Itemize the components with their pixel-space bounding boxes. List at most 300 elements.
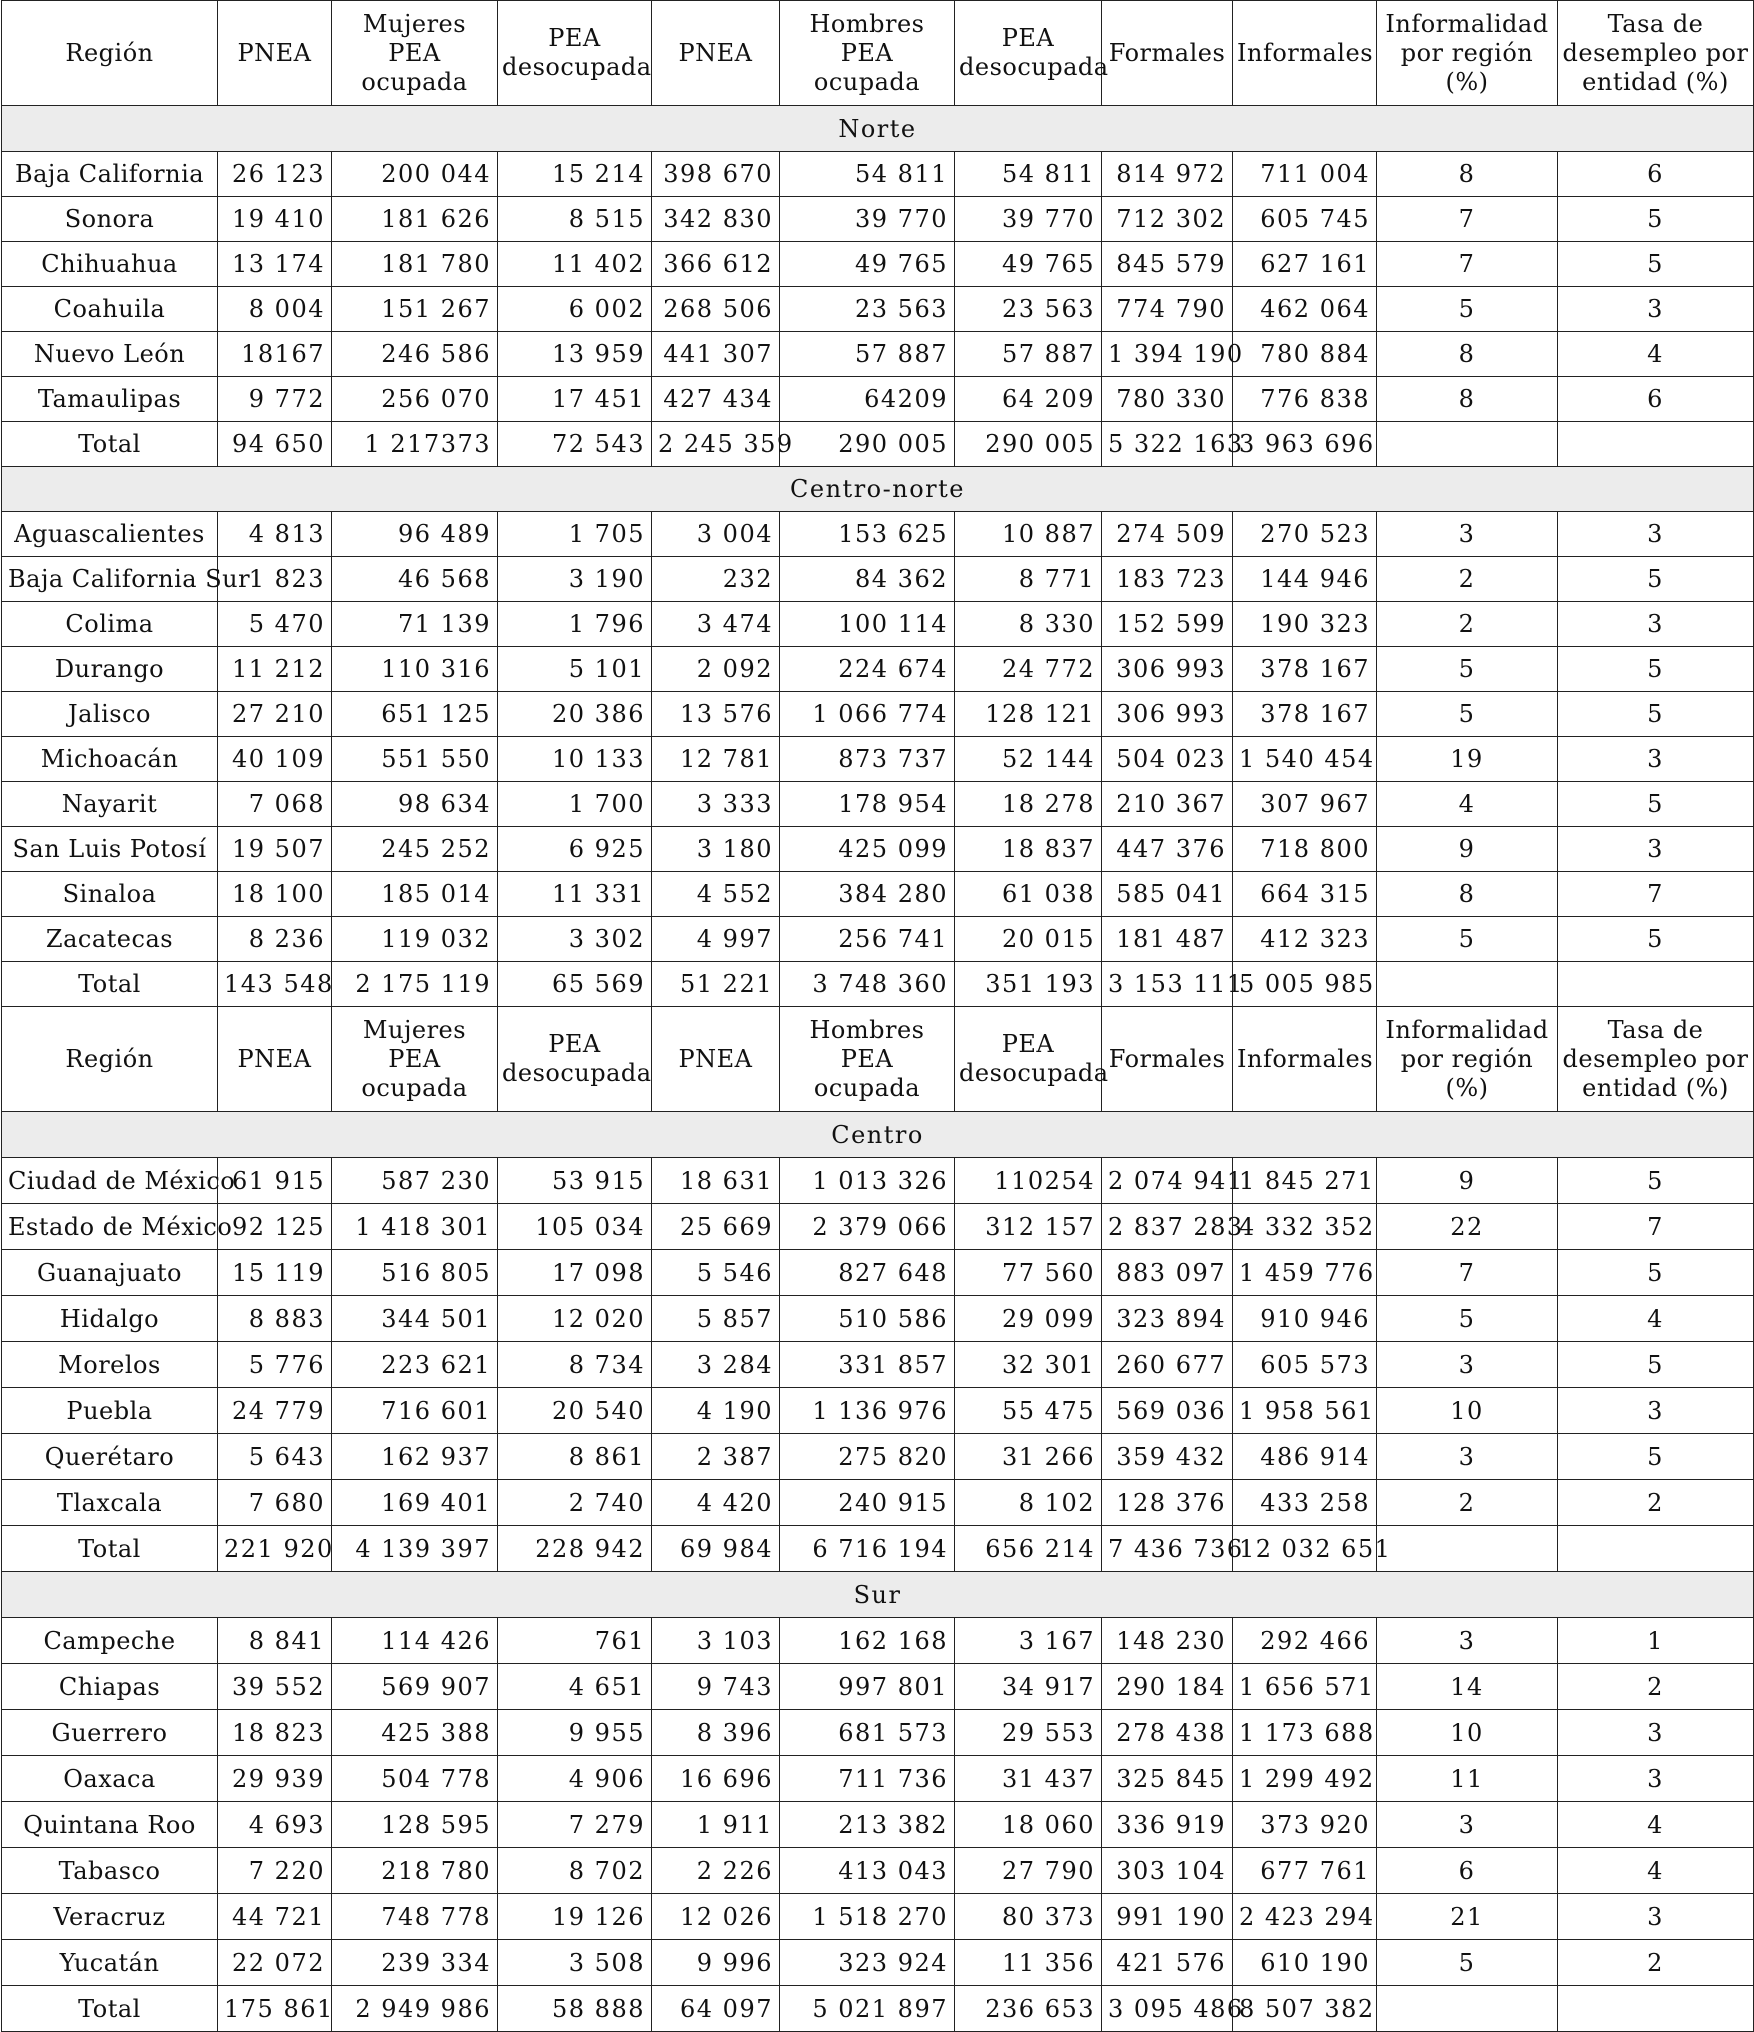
value-cell: 100 114 bbox=[780, 602, 955, 647]
value-cell: 290 005 bbox=[780, 422, 955, 467]
value-cell: 25 669 bbox=[652, 1204, 780, 1250]
state-name-cell: Chiapas bbox=[2, 1664, 218, 1710]
value-cell: 20 015 bbox=[955, 917, 1102, 962]
value-cell: 569 036 bbox=[1102, 1388, 1233, 1434]
value-cell: 268 506 bbox=[652, 287, 780, 332]
value-cell: 2 423 294 bbox=[1233, 1894, 1377, 1940]
value-cell: 2 bbox=[1377, 1480, 1558, 1526]
value-cell: 11 402 bbox=[498, 242, 652, 287]
value-cell: 200 044 bbox=[332, 152, 498, 197]
value-cell: 681 573 bbox=[780, 1710, 955, 1756]
value-cell: 5 bbox=[1558, 242, 1754, 287]
value-cell: 13 576 bbox=[652, 692, 780, 737]
value-cell: 991 190 bbox=[1102, 1894, 1233, 1940]
value-cell: 1 299 492 bbox=[1233, 1756, 1377, 1802]
value-cell: 11 331 bbox=[498, 872, 652, 917]
value-cell: 3 bbox=[1558, 512, 1754, 557]
value-cell: 7 279 bbox=[498, 1802, 652, 1848]
value-cell: 5 021 897 bbox=[780, 1986, 955, 2032]
value-cell: 712 302 bbox=[1102, 197, 1233, 242]
header-cell: PEA desocupada bbox=[498, 1007, 652, 1112]
value-cell: 5 bbox=[1377, 1296, 1558, 1342]
value-cell: 21 bbox=[1377, 1894, 1558, 1940]
state-name-cell: Tlaxcala bbox=[2, 1480, 218, 1526]
value-cell: 5 bbox=[1558, 197, 1754, 242]
table-row bbox=[2, 1618, 1754, 1664]
value-cell: 2 bbox=[1377, 557, 1558, 602]
value-cell: 18 278 bbox=[955, 782, 1102, 827]
value-cell: 3 bbox=[1558, 1388, 1754, 1434]
value-cell: 10 bbox=[1377, 1710, 1558, 1756]
value-cell: 711 736 bbox=[780, 1756, 955, 1802]
value-cell: 24 779 bbox=[218, 1388, 332, 1434]
value-cell: 425 099 bbox=[780, 827, 955, 872]
value-cell: 98 634 bbox=[332, 782, 498, 827]
value-cell: 425 388 bbox=[332, 1710, 498, 1756]
value-cell: 516 805 bbox=[332, 1250, 498, 1296]
value-cell: 256 741 bbox=[780, 917, 955, 962]
state-name-cell: Total bbox=[2, 962, 218, 1007]
value-cell: 19 bbox=[1377, 737, 1558, 782]
table-row bbox=[2, 242, 1754, 287]
value-cell: 366 612 bbox=[652, 242, 780, 287]
state-name-cell: Morelos bbox=[2, 1342, 218, 1388]
header-cell: Tasa de desempleo por entidad (%) bbox=[1558, 1007, 1754, 1112]
value-cell: 278 438 bbox=[1102, 1710, 1233, 1756]
value-cell: 7 bbox=[1377, 242, 1558, 287]
value-cell: 29 099 bbox=[955, 1296, 1102, 1342]
value-cell: 12 032 651 bbox=[1233, 1526, 1377, 1572]
value-cell: 10 133 bbox=[498, 737, 652, 782]
table-row bbox=[2, 1848, 1754, 1894]
header-cell: Hombres PEA ocupada bbox=[780, 1007, 955, 1112]
value-cell: 18 823 bbox=[218, 1710, 332, 1756]
value-cell: 486 914 bbox=[1233, 1434, 1377, 1480]
value-cell: 31 266 bbox=[955, 1434, 1102, 1480]
value-cell: 9 bbox=[1377, 827, 1558, 872]
value-cell: 5 bbox=[1377, 1940, 1558, 1986]
value-cell: 65 569 bbox=[498, 962, 652, 1007]
value-cell: 8 841 bbox=[218, 1618, 332, 1664]
header-cell: Formales bbox=[1102, 1007, 1233, 1112]
state-name-cell: Jalisco bbox=[2, 692, 218, 737]
value-cell: 1 217373 bbox=[332, 422, 498, 467]
table-row bbox=[2, 692, 1754, 737]
value-cell: 19 507 bbox=[218, 827, 332, 872]
value-cell: 2 740 bbox=[498, 1480, 652, 1526]
value-cell: 292 466 bbox=[1233, 1618, 1377, 1664]
state-name-cell: Nayarit bbox=[2, 782, 218, 827]
value-cell: 8 771 bbox=[955, 557, 1102, 602]
value-cell: 92 125 bbox=[218, 1204, 332, 1250]
table-row bbox=[2, 377, 1754, 422]
table-row bbox=[2, 512, 1754, 557]
state-name-cell: Veracruz bbox=[2, 1894, 218, 1940]
state-name-cell: Chihuahua bbox=[2, 242, 218, 287]
value-cell: 27 210 bbox=[218, 692, 332, 737]
value-cell: 12 781 bbox=[652, 737, 780, 782]
table-row bbox=[2, 287, 1754, 332]
value-cell: 827 648 bbox=[780, 1250, 955, 1296]
value-cell: 504 778 bbox=[332, 1756, 498, 1802]
state-name-cell: Hidalgo bbox=[2, 1296, 218, 1342]
state-name-cell: Tamaulipas bbox=[2, 377, 218, 422]
value-cell: 228 942 bbox=[498, 1526, 652, 1572]
value-cell: 412 323 bbox=[1233, 917, 1377, 962]
value-cell: 3 bbox=[1377, 512, 1558, 557]
value-cell: 3 284 bbox=[652, 1342, 780, 1388]
value-cell: 24 772 bbox=[955, 647, 1102, 692]
value-cell: 5 bbox=[1558, 1342, 1754, 1388]
value-cell: 39 770 bbox=[955, 197, 1102, 242]
value-cell: 605 745 bbox=[1233, 197, 1377, 242]
value-cell: 718 800 bbox=[1233, 827, 1377, 872]
value-cell: 610 190 bbox=[1233, 1940, 1377, 1986]
value-cell: 413 043 bbox=[780, 1848, 955, 1894]
value-cell: 883 097 bbox=[1102, 1250, 1233, 1296]
state-name-cell: Oaxaca bbox=[2, 1756, 218, 1802]
table-row bbox=[2, 557, 1754, 602]
value-cell: 6 925 bbox=[498, 827, 652, 872]
value-cell: 151 267 bbox=[332, 287, 498, 332]
value-cell: 114 426 bbox=[332, 1618, 498, 1664]
value-cell: 7 220 bbox=[218, 1848, 332, 1894]
value-cell: 34 917 bbox=[955, 1664, 1102, 1710]
value-cell: 23 563 bbox=[780, 287, 955, 332]
value-cell: 54 811 bbox=[780, 152, 955, 197]
value-cell: 303 104 bbox=[1102, 1848, 1233, 1894]
value-cell: 7 bbox=[1377, 1250, 1558, 1296]
value-cell: 72 543 bbox=[498, 422, 652, 467]
value-cell: 3 508 bbox=[498, 1940, 652, 1986]
header-cell: PNEA bbox=[652, 1007, 780, 1112]
value-cell: 58 888 bbox=[498, 1986, 652, 2032]
value-cell: 5 322 163 bbox=[1102, 422, 1233, 467]
value-cell: 8 702 bbox=[498, 1848, 652, 1894]
value-cell: 462 064 bbox=[1233, 287, 1377, 332]
value-cell: 2 074 941 bbox=[1102, 1158, 1233, 1204]
value-cell: 71 139 bbox=[332, 602, 498, 647]
value-cell: 256 070 bbox=[332, 377, 498, 422]
value-cell: 64 209 bbox=[955, 377, 1102, 422]
value-cell: 1 bbox=[1558, 1618, 1754, 1664]
table-row bbox=[2, 602, 1754, 647]
table-row bbox=[2, 1296, 1754, 1342]
value-cell: 1 958 561 bbox=[1233, 1388, 1377, 1434]
value-cell: 378 167 bbox=[1233, 692, 1377, 737]
table-row bbox=[2, 827, 1754, 872]
value-cell: 351 193 bbox=[955, 962, 1102, 1007]
value-cell: 18 837 bbox=[955, 827, 1102, 872]
value-cell: 3 333 bbox=[652, 782, 780, 827]
value-cell: 5 bbox=[1558, 917, 1754, 962]
value-cell: 5 bbox=[1558, 1434, 1754, 1480]
value-cell: 323 894 bbox=[1102, 1296, 1233, 1342]
value-cell: 128 376 bbox=[1102, 1480, 1233, 1526]
value-cell: 3 bbox=[1558, 827, 1754, 872]
value-cell: 656 214 bbox=[955, 1526, 1102, 1572]
value-cell: 49 765 bbox=[780, 242, 955, 287]
table-row bbox=[2, 1940, 1754, 1986]
value-cell: 774 790 bbox=[1102, 287, 1233, 332]
header-cell: Mujeres PEA ocupada bbox=[332, 1, 498, 106]
header-cell: Informalidad por región (%) bbox=[1377, 1, 1558, 106]
value-cell: 239 334 bbox=[332, 1940, 498, 1986]
value-cell: 4 420 bbox=[652, 1480, 780, 1526]
value-cell: 153 625 bbox=[780, 512, 955, 557]
value-cell: 1 173 688 bbox=[1233, 1710, 1377, 1756]
value-cell: 3 748 360 bbox=[780, 962, 955, 1007]
value-cell: 845 579 bbox=[1102, 242, 1233, 287]
value-cell: 69 984 bbox=[652, 1526, 780, 1572]
value-cell: 814 972 bbox=[1102, 152, 1233, 197]
value-cell bbox=[1558, 1986, 1754, 2032]
state-name-cell: Sonora bbox=[2, 197, 218, 242]
value-cell: 4 552 bbox=[652, 872, 780, 917]
value-cell: 9 772 bbox=[218, 377, 332, 422]
value-cell: 32 301 bbox=[955, 1342, 1102, 1388]
table-row bbox=[2, 647, 1754, 692]
value-cell: 997 801 bbox=[780, 1664, 955, 1710]
value-cell: 96 489 bbox=[332, 512, 498, 557]
value-cell: 421 576 bbox=[1102, 1940, 1233, 1986]
value-cell: 232 bbox=[652, 557, 780, 602]
value-cell: 274 509 bbox=[1102, 512, 1233, 557]
value-cell: 4 139 397 bbox=[332, 1526, 498, 1572]
value-cell: 5 776 bbox=[218, 1342, 332, 1388]
total-row bbox=[2, 422, 1754, 467]
value-cell: 77 560 bbox=[955, 1250, 1102, 1296]
value-cell: 342 830 bbox=[652, 197, 780, 242]
value-cell: 221 920 bbox=[218, 1526, 332, 1572]
value-cell: 224 674 bbox=[780, 647, 955, 692]
value-cell: 26 123 bbox=[218, 152, 332, 197]
value-cell: 119 032 bbox=[332, 917, 498, 962]
total-row bbox=[2, 962, 1754, 1007]
value-cell: 5 bbox=[1377, 692, 1558, 737]
table-row bbox=[2, 1894, 1754, 1940]
value-cell: 15 119 bbox=[218, 1250, 332, 1296]
value-cell: 3 bbox=[1558, 1756, 1754, 1802]
state-name-cell: Total bbox=[2, 1986, 218, 2032]
value-cell: 3 bbox=[1377, 1434, 1558, 1480]
value-cell: 1 394 190 bbox=[1102, 332, 1233, 377]
value-cell: 46 568 bbox=[332, 557, 498, 602]
table-row bbox=[2, 872, 1754, 917]
value-cell: 49 765 bbox=[955, 242, 1102, 287]
value-cell: 7 068 bbox=[218, 782, 332, 827]
value-cell: 359 432 bbox=[1102, 1434, 1233, 1480]
value-cell: 398 670 bbox=[652, 152, 780, 197]
header-cell: PEA desocupada bbox=[955, 1007, 1102, 1112]
value-cell: 218 780 bbox=[332, 1848, 498, 1894]
value-cell: 7 bbox=[1558, 1204, 1754, 1250]
value-cell: 128 121 bbox=[955, 692, 1102, 737]
value-cell: 6 bbox=[1558, 377, 1754, 422]
value-cell: 7 bbox=[1558, 872, 1754, 917]
value-cell: 3 bbox=[1558, 1710, 1754, 1756]
state-name-cell: Nuevo León bbox=[2, 332, 218, 377]
state-name-cell: Quintana Roo bbox=[2, 1802, 218, 1848]
value-cell: 2 387 bbox=[652, 1434, 780, 1480]
state-name-cell: Sinaloa bbox=[2, 872, 218, 917]
value-cell: 3 095 486 bbox=[1102, 1986, 1233, 2032]
value-cell: 162 937 bbox=[332, 1434, 498, 1480]
value-cell: 61 915 bbox=[218, 1158, 332, 1204]
value-cell: 1 796 bbox=[498, 602, 652, 647]
value-cell: 183 723 bbox=[1102, 557, 1233, 602]
state-name-cell: Coahuila bbox=[2, 287, 218, 332]
value-cell: 433 258 bbox=[1233, 1480, 1377, 1526]
value-cell: 5 005 985 bbox=[1233, 962, 1377, 1007]
value-cell: 18 100 bbox=[218, 872, 332, 917]
table-row bbox=[2, 917, 1754, 962]
value-cell: 3 bbox=[1377, 1802, 1558, 1848]
value-cell: 10 887 bbox=[955, 512, 1102, 557]
value-cell: 110254 bbox=[955, 1158, 1102, 1204]
value-cell: 587 230 bbox=[332, 1158, 498, 1204]
value-cell: 9 955 bbox=[498, 1710, 652, 1756]
value-cell: 52 144 bbox=[955, 737, 1102, 782]
table-row bbox=[2, 1388, 1754, 1434]
value-cell: 8 bbox=[1377, 872, 1558, 917]
value-cell: 6 002 bbox=[498, 287, 652, 332]
value-cell: 10 bbox=[1377, 1388, 1558, 1434]
value-cell: 336 919 bbox=[1102, 1802, 1233, 1848]
state-name-cell: Total bbox=[2, 422, 218, 467]
value-cell: 3 bbox=[1558, 737, 1754, 782]
value-cell: 80 373 bbox=[955, 1894, 1102, 1940]
state-name-cell: Guanajuato bbox=[2, 1250, 218, 1296]
value-cell: 312 157 bbox=[955, 1204, 1102, 1250]
value-cell: 240 915 bbox=[780, 1480, 955, 1526]
value-cell: 105 034 bbox=[498, 1204, 652, 1250]
value-cell: 8 507 382 bbox=[1233, 1986, 1377, 2032]
value-cell: 441 307 bbox=[652, 332, 780, 377]
value-cell: 5 643 bbox=[218, 1434, 332, 1480]
value-cell: 9 996 bbox=[652, 1940, 780, 1986]
region-row-norte bbox=[2, 106, 1754, 152]
value-cell: 4 693 bbox=[218, 1802, 332, 1848]
value-cell: 94 650 bbox=[218, 422, 332, 467]
value-cell: 29 939 bbox=[218, 1756, 332, 1802]
state-name-cell: Yucatán bbox=[2, 1940, 218, 1986]
value-cell: 8 bbox=[1377, 332, 1558, 377]
value-cell: 1 823 bbox=[218, 557, 332, 602]
value-cell bbox=[1377, 1526, 1558, 1572]
value-cell: 3 180 bbox=[652, 827, 780, 872]
value-cell: 22 bbox=[1377, 1204, 1558, 1250]
value-cell: 3 167 bbox=[955, 1618, 1102, 1664]
value-cell: 2 bbox=[1558, 1940, 1754, 1986]
value-cell: 39 770 bbox=[780, 197, 955, 242]
header-cell: Informales bbox=[1233, 1007, 1377, 1112]
value-cell: 5 bbox=[1558, 557, 1754, 602]
value-cell: 8 861 bbox=[498, 1434, 652, 1480]
value-cell: 4 bbox=[1558, 1296, 1754, 1342]
state-name-cell: Estado de México bbox=[2, 1204, 218, 1250]
value-cell: 213 382 bbox=[780, 1802, 955, 1848]
table-row bbox=[2, 782, 1754, 827]
state-name-cell: Colima bbox=[2, 602, 218, 647]
value-cell: 4 bbox=[1558, 1848, 1754, 1894]
region-title: Centro bbox=[2, 1112, 1754, 1158]
value-cell: 2 837 283 bbox=[1102, 1204, 1233, 1250]
value-cell: 910 946 bbox=[1233, 1296, 1377, 1342]
value-cell: 181 780 bbox=[332, 242, 498, 287]
value-cell: 6 bbox=[1558, 152, 1754, 197]
state-name-cell: Aguascalientes bbox=[2, 512, 218, 557]
region-title: Sur bbox=[2, 1572, 1754, 1618]
value-cell: 5 bbox=[1558, 1158, 1754, 1204]
value-cell: 306 993 bbox=[1102, 692, 1233, 737]
state-name-cell: Baja California Sur bbox=[2, 557, 218, 602]
value-cell: 373 920 bbox=[1233, 1802, 1377, 1848]
value-cell: 1 705 bbox=[498, 512, 652, 557]
value-cell: 13 174 bbox=[218, 242, 332, 287]
value-cell: 8 bbox=[1377, 377, 1558, 422]
value-cell: 290 184 bbox=[1102, 1664, 1233, 1710]
value-cell: 627 161 bbox=[1233, 242, 1377, 287]
value-cell: 16 696 bbox=[652, 1756, 780, 1802]
value-cell: 1 540 454 bbox=[1233, 737, 1377, 782]
value-cell: 15 214 bbox=[498, 152, 652, 197]
value-cell: 605 573 bbox=[1233, 1342, 1377, 1388]
value-cell: 17 451 bbox=[498, 377, 652, 422]
table-row bbox=[2, 1480, 1754, 1526]
value-cell: 270 523 bbox=[1233, 512, 1377, 557]
region-row-sur bbox=[2, 1572, 1754, 1618]
value-cell: 223 621 bbox=[332, 1342, 498, 1388]
header-cell: PEA desocupada bbox=[955, 1, 1102, 106]
value-cell: 31 437 bbox=[955, 1756, 1102, 1802]
header-cell: PNEA bbox=[218, 1, 332, 106]
value-cell: 4 651 bbox=[498, 1664, 652, 1710]
value-cell: 2 175 119 bbox=[332, 962, 498, 1007]
value-cell: 344 501 bbox=[332, 1296, 498, 1342]
value-cell: 5 470 bbox=[218, 602, 332, 647]
header-row bbox=[2, 1007, 1754, 1112]
value-cell: 51 221 bbox=[652, 962, 780, 1007]
value-cell: 2 226 bbox=[652, 1848, 780, 1894]
region-title: Norte bbox=[2, 106, 1754, 152]
value-cell: 331 857 bbox=[780, 1342, 955, 1388]
value-cell: 325 845 bbox=[1102, 1756, 1233, 1802]
state-name-cell: Michoacán bbox=[2, 737, 218, 782]
region-title: Centro-norte bbox=[2, 467, 1754, 512]
value-cell: 8 515 bbox=[498, 197, 652, 242]
value-cell: 57 887 bbox=[955, 332, 1102, 377]
value-cell: 110 316 bbox=[332, 647, 498, 692]
state-name-cell: Guerrero bbox=[2, 1710, 218, 1756]
value-cell: 677 761 bbox=[1233, 1848, 1377, 1894]
value-cell: 12 020 bbox=[498, 1296, 652, 1342]
value-cell: 260 677 bbox=[1102, 1342, 1233, 1388]
value-cell: 40 109 bbox=[218, 737, 332, 782]
value-cell: 185 014 bbox=[332, 872, 498, 917]
value-cell: 20 386 bbox=[498, 692, 652, 737]
value-cell: 569 907 bbox=[332, 1664, 498, 1710]
value-cell: 306 993 bbox=[1102, 647, 1233, 692]
value-cell: 44 721 bbox=[218, 1894, 332, 1940]
value-cell: 236 653 bbox=[955, 1986, 1102, 2032]
value-cell: 11 356 bbox=[955, 1940, 1102, 1986]
value-cell: 5 bbox=[1558, 782, 1754, 827]
state-name-cell: Durango bbox=[2, 647, 218, 692]
value-cell: 5 101 bbox=[498, 647, 652, 692]
value-cell: 162 168 bbox=[780, 1618, 955, 1664]
value-cell: 1 013 326 bbox=[780, 1158, 955, 1204]
